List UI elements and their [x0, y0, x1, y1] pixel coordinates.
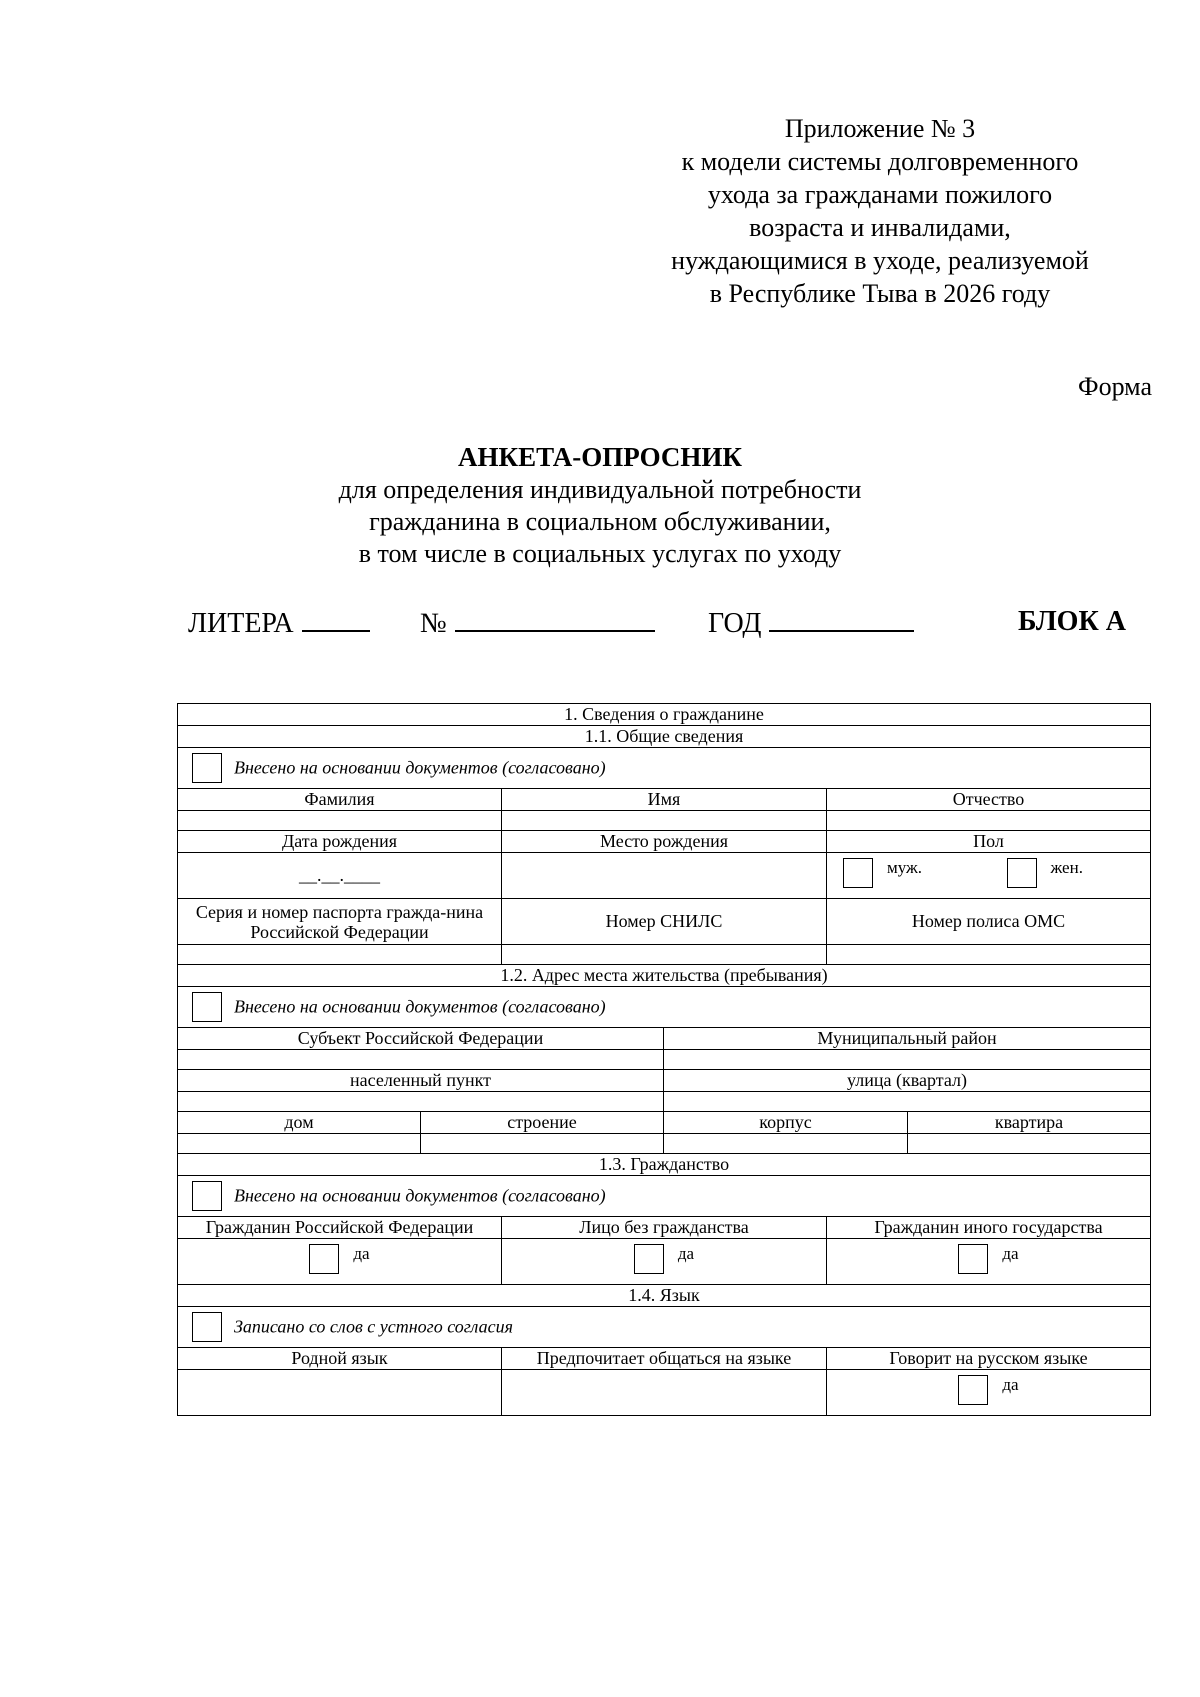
- native-language-input[interactable]: [178, 1370, 502, 1416]
- birthplace-header: Место рождения: [502, 831, 827, 853]
- language-oral-label: Записано со слов с устного согласия: [234, 1316, 513, 1337]
- code-line: [0, 606, 1200, 646]
- sex-female-option[interactable]: [1007, 858, 1083, 888]
- title-main: АНКЕТА-ОПРОСНИК: [458, 442, 742, 472]
- birthdate-header: Дата рождения: [178, 831, 502, 853]
- foreign-citizen-header: Гражданин иного государства: [827, 1217, 1151, 1239]
- stateless-cell: [502, 1239, 827, 1285]
- block-label: БЛОК А: [1018, 606, 1126, 637]
- foreign-citizen-cell: [827, 1239, 1151, 1285]
- section-1-4-heading: 1.4. Язык: [178, 1285, 1151, 1307]
- section-1-1-heading: 1.1. Общие сведения: [178, 726, 1151, 748]
- patronymic-input[interactable]: [827, 811, 1151, 831]
- surname-input[interactable]: [178, 811, 502, 831]
- locality-input[interactable]: [178, 1092, 664, 1112]
- sex-female-checkbox[interactable]: [1007, 858, 1037, 888]
- year-label: ГОД: [708, 608, 762, 639]
- title-sub-line: для определения индивидуальной потребности: [338, 475, 862, 504]
- appendix-line: к модели системы долговременного: [681, 147, 1079, 176]
- birthdate-input[interactable]: [178, 853, 502, 899]
- birthdate-placeholder: __.__.____: [299, 865, 380, 885]
- building-input[interactable]: [421, 1134, 664, 1154]
- snils-input[interactable]: [502, 945, 827, 965]
- sex-male-checkbox[interactable]: [843, 858, 873, 888]
- passport-input[interactable]: [178, 945, 502, 965]
- citizen-rf-yes: да: [353, 1244, 370, 1263]
- foreign-citizen-yes: да: [1002, 1244, 1019, 1263]
- street-header: улица (квартал): [664, 1070, 1151, 1092]
- section-1-2-heading: 1.2. Адрес места жительства (пребывания): [178, 965, 1151, 987]
- speaks-russian-cell: [827, 1370, 1151, 1416]
- locality-header: населенный пункт: [178, 1070, 664, 1092]
- sex-header: Пол: [827, 831, 1151, 853]
- litera-field[interactable]: [188, 606, 370, 640]
- speaks-russian-header: Говорит на русском языке: [827, 1348, 1151, 1370]
- citizen-rf-checkbox[interactable]: [309, 1244, 339, 1274]
- snils-header: Номер СНИЛС: [502, 899, 827, 945]
- stateless-yes: да: [677, 1244, 695, 1263]
- speaks-russian-yes: да: [1002, 1375, 1019, 1394]
- birthplace-input[interactable]: [502, 853, 827, 899]
- forma-label: Форма: [1078, 372, 1152, 401]
- language-oral-row: [178, 1307, 1151, 1348]
- appendix-line: возраста и инвалидами,: [749, 213, 1011, 242]
- litera-label: ЛИТЕРА: [188, 608, 294, 639]
- citizen-rf-header: Гражданин Российской Федерации: [178, 1217, 502, 1239]
- appendix-line: нуждающимися в уходе, реализуемой: [671, 246, 1089, 275]
- preferred-language-input[interactable]: [502, 1370, 827, 1416]
- patronymic-header: Отчество: [827, 789, 1151, 811]
- docs-confirm-row: [178, 748, 1151, 789]
- citizenship-docs-label: Внесено на основании документов (согласовано): [234, 1185, 606, 1206]
- apartment-header: квартира: [908, 1112, 1151, 1134]
- section-1-3-heading: 1.3. Гражданство: [178, 1154, 1151, 1176]
- name-header: Имя: [502, 789, 827, 811]
- district-input[interactable]: [664, 1050, 1151, 1070]
- title-sub-line: гражданина в социальном обслуживании,: [369, 507, 831, 536]
- docs-confirmed-checkbox[interactable]: [192, 753, 222, 783]
- house-input[interactable]: [178, 1134, 421, 1154]
- oms-input[interactable]: [827, 945, 1151, 965]
- sex-male-label: муж.: [887, 858, 923, 877]
- appendix-header: [640, 112, 1120, 310]
- surname-header: Фамилия: [178, 789, 502, 811]
- year-field[interactable]: [708, 606, 914, 640]
- oms-header: Номер полиса ОМС: [827, 899, 1151, 945]
- address-docs-checkbox[interactable]: [192, 992, 222, 1022]
- address-docs-row: [178, 987, 1151, 1028]
- docs-confirmed-label: Внесено на основании документов (согласовано): [234, 757, 606, 778]
- year-blank[interactable]: [769, 606, 914, 632]
- citizenship-docs-row: [178, 1176, 1151, 1217]
- korpus-header: корпус: [664, 1112, 908, 1134]
- citizen-rf-cell: [178, 1239, 502, 1285]
- title-sub-line: в том числе в социальных услугах по уходу: [358, 539, 842, 568]
- district-header: Муниципальный район: [664, 1028, 1151, 1050]
- sex-female-label: жен.: [1050, 858, 1083, 877]
- citizenship-docs-checkbox[interactable]: [192, 1181, 222, 1211]
- native-language-header: Родной язык: [178, 1348, 502, 1370]
- address-docs-label: Внесено на основании документов (согласовано): [234, 996, 606, 1017]
- house-header: дом: [178, 1112, 421, 1134]
- section-1-heading: 1. Сведения о гражданине: [178, 704, 1151, 726]
- sex-options: [827, 853, 1151, 899]
- speaks-russian-checkbox[interactable]: [958, 1375, 988, 1405]
- preferred-language-header: Предпочитает общаться на языке: [502, 1348, 827, 1370]
- document-title: [0, 440, 1200, 570]
- name-input[interactable]: [502, 811, 827, 831]
- subject-input[interactable]: [178, 1050, 664, 1070]
- litera-blank[interactable]: [302, 606, 370, 632]
- stateless-header: Лицо без гражданства: [502, 1217, 827, 1239]
- foreign-citizen-option[interactable]: [958, 1244, 1018, 1274]
- appendix-line: ухода за гражданами пожилого: [707, 180, 1053, 209]
- number-label: №: [420, 608, 447, 639]
- stateless-option[interactable]: [634, 1244, 694, 1274]
- number-blank[interactable]: [455, 606, 655, 632]
- subject-header: Субъект Российской Федерации: [178, 1028, 664, 1050]
- passport-header: Серия и номер паспорта гражда-нина Российской Федерации: [178, 899, 502, 945]
- language-oral-checkbox[interactable]: [192, 1312, 222, 1342]
- appendix-line: в Республике Тыва в 2026 году: [709, 279, 1051, 308]
- questionnaire-table: [177, 703, 1151, 1416]
- apartment-input[interactable]: [908, 1134, 1151, 1154]
- street-input[interactable]: [664, 1092, 1151, 1112]
- building-header: строение: [421, 1112, 664, 1134]
- speaks-russian-option[interactable]: [958, 1375, 1018, 1405]
- korpus-input[interactable]: [664, 1134, 908, 1154]
- stateless-checkbox[interactable]: [634, 1244, 664, 1274]
- citizen-rf-option[interactable]: [309, 1244, 369, 1274]
- appendix-line: Приложение № 3: [784, 114, 976, 143]
- number-field[interactable]: [420, 606, 655, 640]
- sex-male-option[interactable]: [843, 858, 922, 888]
- foreign-citizen-checkbox[interactable]: [958, 1244, 988, 1274]
